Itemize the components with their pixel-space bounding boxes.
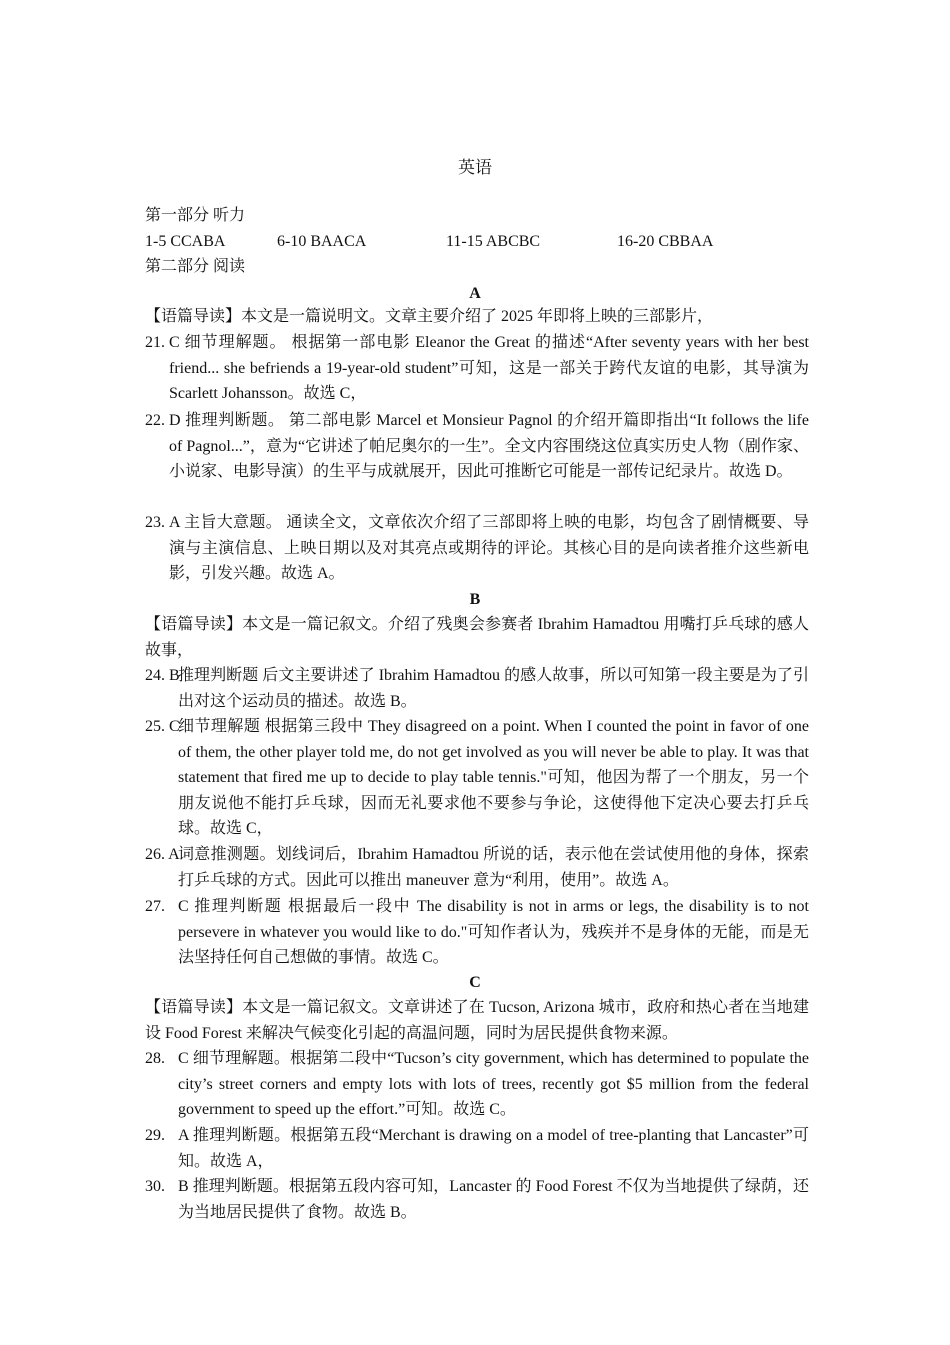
item-number: 28. [145,1050,165,1067]
answer-item [145,714,809,842]
answer-item [145,1046,809,1123]
item-explanation: A 推理判断题。根据第五段“Merchant is drawing on a model of tree-planting that Lancaster”可知。故选 A， [178,1127,809,1170]
answer-item [145,1123,809,1174]
section-letter: C [469,974,481,991]
answer-item [145,663,809,714]
answer-item [145,1174,809,1225]
item-number: 21. [145,334,165,351]
section-letter: A [469,285,481,302]
item-number: 25. C [145,718,180,735]
item-number: 22. [145,412,165,429]
answer-group: 1-5 CCABA [145,233,226,250]
item-number: 30. [145,1178,165,1195]
answer-item [145,894,809,971]
item-explanation: 推理判断题 后文主要讲述了 Ibrahim Hamadtou 的感人故事，所以可知第一段主要是为了引出对这个运动员的描述。故选 B。 [178,667,809,710]
part2-heading: 第二部分 阅读 [145,258,246,275]
section-guide: 【语篇导读】本文是一篇说明文。文章主要介绍了 2025 年即将上映的三部影片， [145,308,714,325]
answer-item [145,510,809,587]
item-explanation: C 细节理解题。 根据第一部电影 Eleanor the Great 的描述“After seventy years with her best friend... she befriends a 19-year-old student”可知，这是一部关于跨代友谊的电影，其导演为 Scarlett Johansson。故选 C， [169,334,809,402]
answer-group: 16-20 CBBAA [617,233,714,250]
item-number: 23. [145,514,165,531]
section-guide: 【语篇导读】本文是一篇记叙文。介绍了残奥会参赛者 Ibrahim Hamadtou 用嘴打乒乓球的感人故事， [145,616,809,659]
item-explanation: 细节理解题 根据第三段中 They disagreed on a point. When I counted the point in favor of one of them, the other player told me, do not get involved as you will never be able to play. It was that statement that fired me up to decide to play table tennis."可知，他因为帮了一个朋友，另一个朋友说他不能打乒乓球，因而无礼要求他不要参与争论，这使得他下定决心要去打乒乓球。故选 C， [178,718,809,837]
item-explanation: C 细节理解题。根据第二段中“Tucson’s city government, which has determined to populate the city’s street corners and empty lots with lots of trees, recently got $5 million from the federal government to speed up the effort.”可知。故选 C。 [178,1050,809,1118]
section-guide: 【语篇导读】本文是一篇记叙文。文章讲述了在 Tucson, Arizona 城市，政府和热心者在当地建设 Food Forest 来解决气候变化引起的高温问题，同时为居民提供食物来源。 [145,999,809,1042]
item-explanation: C 推理判断题 根据最后一段中 The disability is not in arms or legs, the disability is to not persevere in whatever you would like to do."可知作者认为，残疾并不是身体的无能，而是无法坚持任何自己想做的事情。故选 C。 [178,898,809,966]
item-number: 24. B [145,667,180,684]
page-title: 英语 [458,158,492,177]
item-number: 29. [145,1127,165,1144]
answer-group: 11-15 ABCBC [446,233,541,250]
item-explanation: A 主旨大意题。 通读全文，文章依次介绍了三部即将上映的电影，均包含了剧情概要、导演与主演信息、上映日期以及对其亮点或期待的评论。其核心目的是向读者推介这些新电影，引发兴趣。故选 A。 [169,514,809,582]
answer-item [145,330,809,407]
answer-item [145,842,809,893]
item-number: 27. [145,898,165,915]
part1-heading: 第一部分 听力 [145,207,246,224]
item-explanation: 词意推测题。划线词后，Ibrahim Hamadtou 所说的话，表示他在尝试使用他的身体，探索打乒乓球的方式。因此可以推出 maneuver 意为“利用，使用”。故选 A。 [178,846,809,889]
item-explanation: B 推理判断题。根据第五段内容可知，Lancaster 的 Food Forest 不仅为当地提供了绿荫，还为当地居民提供了食物。故选 B。 [178,1178,809,1221]
section-letter: B [469,591,481,608]
answer-item [145,408,809,485]
item-explanation: D 推理判断题。 第二部电影 Marcel et Monsieur Pagnol 的介绍开篇即指出“It follows the life of Pagnol...”，意为“它讲述了帕尼奥尔的一生”。全文内容围绕这位真实历史人物（剧作家、小说家、电影导演）的生平与成就展开，因此可推断它可能是一部传记纪录片。故选 D。 [169,412,809,480]
answer-group: 6-10 BAACA [277,233,367,250]
item-number: 26. A [145,846,180,863]
